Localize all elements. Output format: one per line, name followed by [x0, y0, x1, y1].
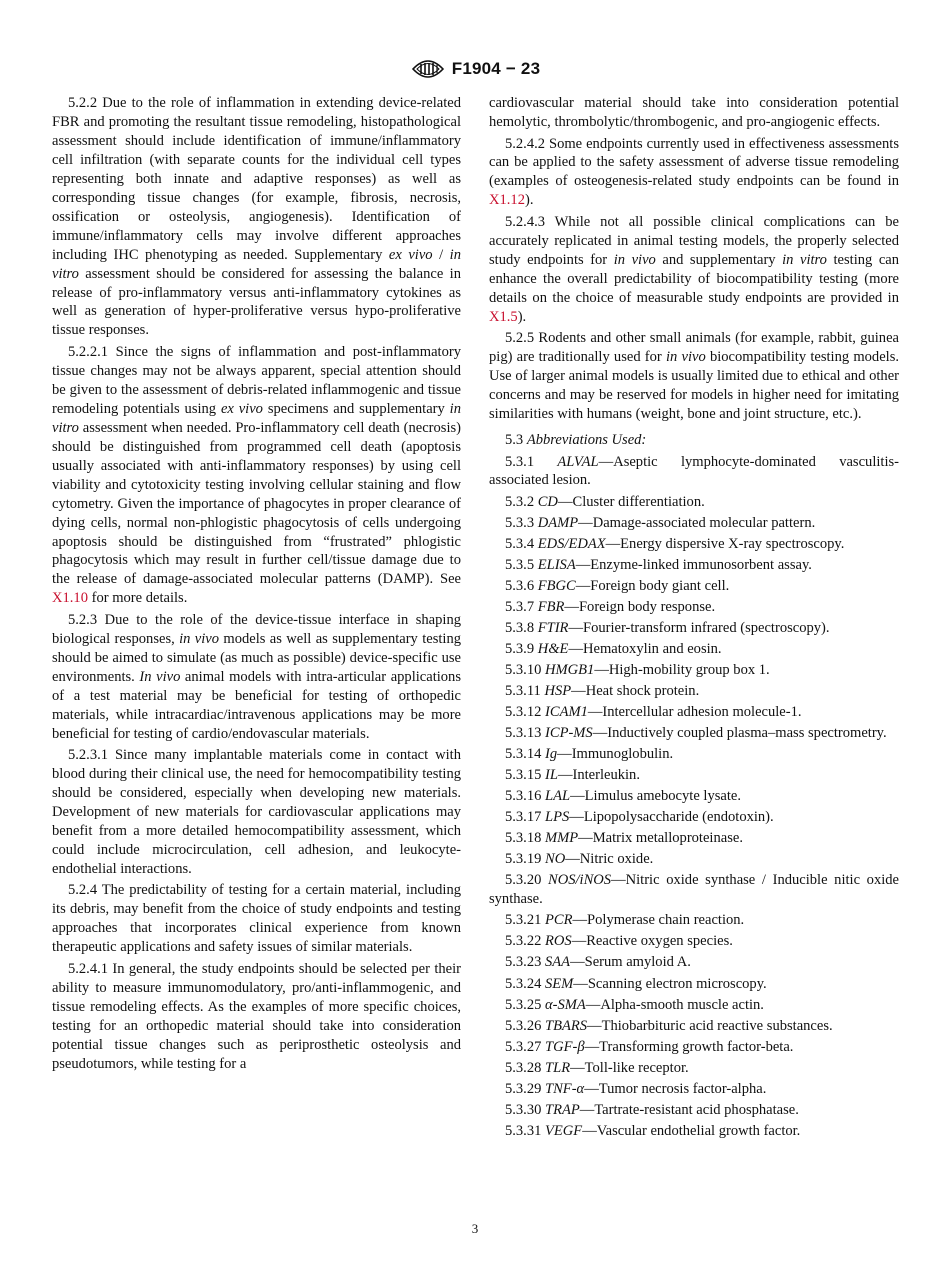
paragraph-5-2-5: 5.2.5 Rodents and other small animals (for example, rabbit, guinea pig) are traditionally used for in vivo biocompatibility testing models. Use of larger animal models is usually limited due to ethical and other concerns and may be reserved for models in higher need for imitating similarities with humans (weight, bone and joint structure, etc.). — [489, 330, 899, 423]
abbreviation-item — [489, 619, 899, 638]
abbreviation-number: 5.3.21 — [505, 912, 542, 929]
abbreviation-term: LPS — [545, 809, 570, 826]
abbreviation-term: HMGB1 — [545, 661, 595, 678]
abbreviation-number: 5.3.7 — [505, 598, 535, 615]
abbreviation-number: 5.3.1 — [505, 453, 535, 470]
abbreviation-item — [489, 556, 899, 575]
abbreviation-number: 5.3.26 — [505, 1017, 542, 1034]
abbreviation-term: ELISA — [537, 556, 576, 573]
abbreviation-number: 5.3.19 — [505, 851, 542, 868]
abbreviation-definition: —Nitric oxide. — [565, 851, 654, 868]
abbreviation-definition: —Toll-like receptor. — [570, 1059, 689, 1076]
abbreviation-item — [489, 453, 899, 491]
abbreviation-number: 5.3.9 — [505, 640, 535, 657]
abbreviation-item — [489, 535, 899, 554]
paragraph-5-2-4: 5.2.4 The predictability of testing for a certain material, including its debris, may benefit from the choice of study endpoints and testing approaches that incorporates clinical experience from known therapeutic applications and safety issues of similar materials. — [52, 882, 461, 956]
abbreviation-definition: —Nitric oxide synthase / Inducible nitic oxide synthase. — [489, 872, 899, 908]
paragraph-5-2-4-1: 5.2.4.1 In general, the study endpoints should be selected per their ability to measure immunomodulatory, pro/anti-inflammogenic, and tissue remodeling effects. As the examples of more specific choices, testing for an orthopedic material should take into consideration potential tissue changes such as periprosthetic osteolysis and pseudotumors, while testing for a — [52, 960, 461, 1072]
abbreviation-definition: —Matrix metalloproteinase. — [578, 830, 743, 847]
abbreviation-item — [489, 787, 899, 806]
abbreviation-definition: —Serum amyloid A. — [570, 954, 691, 971]
abbreviation-definition: —Polymerase chain reaction. — [572, 912, 745, 929]
abbreviation-number: 5.3.4 — [505, 535, 535, 552]
abbreviation-item — [489, 493, 899, 512]
abbreviation-term: TRAP — [545, 1101, 580, 1118]
abbreviation-item — [489, 932, 899, 951]
abbreviation-term: NOS/iNOS — [548, 872, 612, 889]
abbreviations-list — [489, 453, 899, 1141]
abbreviation-item — [489, 766, 899, 785]
abbreviation-term: DAMP — [537, 514, 579, 531]
abbreviation-definition: —Reactive oxygen species. — [571, 933, 733, 950]
astm-logo-icon — [410, 56, 446, 82]
abbreviation-definition: —Scanning electron microscopy. — [573, 975, 767, 992]
abbreviation-term: FBR — [537, 598, 565, 615]
abbreviation-number: 5.3.8 — [505, 619, 535, 636]
abbreviation-term: MMP — [545, 830, 579, 847]
abbreviation-term: FBGC — [537, 577, 576, 594]
abbreviation-item — [489, 1059, 899, 1078]
abbreviation-definition: —Enzyme-linked immunosorbent assay. — [575, 556, 812, 573]
abbreviation-number: 5.3.23 — [505, 954, 542, 971]
abbreviation-number: 5.3.2 — [505, 493, 535, 510]
abbreviation-definition: —Thiobarbituric acid reactive substances. — [587, 1017, 833, 1034]
abbreviation-definition: —Vascular endothelial growth factor. — [582, 1122, 801, 1139]
abbreviation-number: 5.3.22 — [505, 933, 542, 950]
abbreviation-term: PCR — [545, 912, 573, 929]
abbreviation-term: TNF-α — [545, 1080, 585, 1097]
abbreviation-definition: —Foreign body response. — [564, 598, 716, 615]
abbreviation-definition: —Transforming growth factor-beta. — [584, 1038, 794, 1055]
abbreviation-definition: —Limulus amebocyte lysate. — [570, 788, 741, 805]
paragraph-5-2-3: 5.2.3 Due to the role of the device-tissue interface in shaping biological responses, in vivo models as well as supplementary testing should be aimed to simulate (as much as possible) device-specific use environments. In vivo animal models with intra-articular applications of a test material may be beneficial for testing of orthopedic materials, while intracardiac/intravenous applications may be more beneficial for testing of cardio/endovascular materials. — [52, 611, 461, 742]
paragraph-5-2-4-1-continued: cardiovascular material should take into consideration potential hemolytic, thrombolytic/thrombogenic, and pro-angiogenic effects. — [489, 95, 899, 130]
abbreviation-number: 5.3.14 — [505, 746, 542, 763]
abbreviation-term: ICP-MS — [545, 725, 593, 742]
abbreviation-term: Ig — [545, 746, 558, 763]
abbreviation-item — [489, 1080, 899, 1099]
abbreviation-number: 5.3.13 — [505, 725, 542, 742]
paragraph-5-2-3-1: 5.2.3.1 Since many implantable materials come in contact with blood during their clinical use, the need for hemocompatibility testing should be considered, especially when developing new materials. Development of new materials for cardiovascular applications may benefit from a more detailed hemocompatibility assessment, which could include microcirculation, cell adhesion, and leukocyte-endothelial interactions. — [52, 747, 461, 877]
abbreviation-item — [489, 514, 899, 533]
abbreviation-number: 5.3.18 — [505, 830, 542, 847]
abbreviation-item — [489, 703, 899, 722]
abbreviation-definition: —Inductively coupled plasma–mass spectrometry. — [592, 725, 887, 742]
abbreviation-term: VEGF — [545, 1122, 583, 1139]
abbreviation-number: 5.3.27 — [505, 1038, 542, 1055]
abbreviation-item — [489, 975, 899, 994]
abbreviation-number: 5.3.24 — [505, 975, 542, 992]
right-column — [489, 94, 899, 1143]
abbreviation-term: HSP — [544, 682, 572, 699]
abbreviation-definition: —High-mobility group box 1. — [594, 661, 770, 678]
abbreviation-definition: —Heat shock protein. — [571, 682, 700, 699]
xref-link-x1-5[interactable]: X1.5 — [489, 308, 518, 325]
abbreviation-number: 5.3.5 — [505, 556, 535, 573]
abbreviation-item — [489, 745, 899, 764]
abbreviation-item — [489, 1038, 899, 1057]
abbreviation-definition: —Fourier-transform infrared (spectroscopy). — [568, 619, 830, 636]
abbreviation-number: 5.3.12 — [505, 704, 542, 720]
abbreviation-definition: —Alpha-smooth muscle actin. — [585, 996, 764, 1013]
abbreviation-term: SEM — [545, 975, 574, 992]
abbreviation-item — [489, 850, 899, 869]
abbreviation-item — [489, 661, 899, 680]
abbreviation-number: 5.3.31 — [505, 1122, 542, 1139]
xref-link-x1-10[interactable]: X1.10 — [52, 590, 88, 607]
abbreviation-definition: —Hematoxylin and eosin. — [568, 640, 722, 657]
abbreviation-term: α-SMA — [545, 996, 586, 1013]
abbreviation-number: 5.3.29 — [505, 1080, 542, 1097]
abbreviation-definition: —Intercellular adhesion molecule-1. — [587, 704, 802, 720]
abbreviation-definition: —Cluster differentiation. — [557, 493, 705, 510]
abbreviation-number: 5.3.16 — [505, 788, 542, 805]
abbreviation-term: ALVAL — [557, 453, 599, 470]
abbreviation-number: 5.3.6 — [505, 577, 535, 594]
abbreviation-definition: —Aseptic lymphocyte-dominated vasculitis-associated lesion. — [489, 453, 899, 489]
abbreviation-item — [489, 1101, 899, 1120]
left-column — [52, 94, 461, 1076]
abbreviation-number: 5.3.15 — [505, 767, 542, 784]
paragraph-5-2-2: 5.2.2 Due to the role of inflammation in extending device-related FBR and promoting the resultant tissue remodeling, histopathological assessment should include identification of immune/inflammatory cell infiltration (with separate counts for the individual cell types representing both innate and adaptive responses) as well as corresponding tissue changes (for example, fibrosis, necrosis, ossification or osteolysis, angiogenesis). Identification of immune/inflammatory cells may involve different approaches including IHC phenotyping as needed. Supplementary ex vivo / in vitro assessment should be considered for assessing the balance in release of pro-inflammatory versus anti-inflammatory cytokines as well as generation of hyper-proliferative versus hypo-proliferative tissue responses. — [52, 95, 461, 339]
paragraph-5-2-2-1: 5.2.2.1 Since the signs of inflammation and post-inflammatory tissue changes may not be always apparent, special attention should be given to the assessment of debris-related inflammogenic and tissue remodeling potentials using ex vivo specimens and supplementary in vitro assessment when needed. Pro-inflammatory cell death (necrosis) should be distinguished from programmed cell death (apoptosis usually associated with anti-inflammatory responses) by using cell viability and cytotoxicity testing involving cellular staining and flow cytometry. Given the importance of phagocytes in proper clearance of dying cells, normal non-phlogistic phagocytosis of cells undergoing apoptosis should be distinguished from “frustrated” phlogistic phagocytosis which may result in further cell/tissue damage due to the release of damage-associated molecular patterns (DAMP). See X1.10 for more details. — [52, 343, 461, 607]
abbreviation-number: 5.3.10 — [505, 661, 542, 678]
abbreviation-number: 5.3.25 — [505, 996, 542, 1013]
abbreviation-item — [489, 682, 899, 701]
xref-link-x1-12[interactable]: X1.12 — [489, 192, 525, 209]
abbreviation-definition: —Lipopolysaccharide (endotoxin). — [569, 809, 774, 826]
abbreviation-item — [489, 640, 899, 659]
abbreviation-number: 5.3.30 — [505, 1101, 542, 1118]
abbreviation-definition: —Interleukin. — [557, 767, 640, 784]
abbreviation-number: 5.3.28 — [505, 1059, 542, 1076]
abbreviation-item — [489, 808, 899, 827]
abbreviation-item — [489, 577, 899, 596]
abbreviation-item — [489, 871, 899, 909]
abbreviation-item — [489, 911, 899, 930]
abbreviation-term: H&E — [537, 640, 569, 657]
abbreviation-definition: —Tumor necrosis factor-alpha. — [584, 1080, 767, 1097]
abbreviation-item — [489, 598, 899, 617]
abbreviation-definition: —Damage-associated molecular pattern. — [578, 514, 816, 531]
abbreviation-item — [489, 996, 899, 1015]
abbreviation-term: TBARS — [545, 1017, 588, 1034]
abbreviation-term: CD — [537, 493, 558, 510]
abbreviation-term: LAL — [545, 788, 571, 805]
abbreviation-item — [489, 829, 899, 848]
abbreviation-term: NO — [545, 851, 566, 868]
page-number: 3 — [471, 1221, 479, 1236]
paragraph-5-2-4-3: 5.2.4.3 While not all possible clinical complications can be accurately replicated in animal testing models, the properly selected study endpoints for in vivo and supplementary in vitro testing can enhance the overall predictability of biocompatibility testing (more details on the choice of measurable study endpoints are provided in X1.5). — [489, 213, 900, 325]
abbreviation-term: TLR — [545, 1059, 571, 1076]
paragraph-5-2-4-2: 5.2.4.2 Some endpoints currently used in effectiveness assessments can be applied to the safety assessment of adverse tissue remodeling (examples of osteogenesis-related study endpoints can be found in X1.12). — [489, 135, 899, 209]
abbreviation-term: ROS — [545, 933, 572, 950]
abbreviation-item — [489, 1122, 899, 1141]
abbreviation-term: ICAM1 — [545, 704, 588, 720]
abbreviation-term: IL — [545, 767, 558, 784]
abbreviation-item — [489, 1017, 899, 1036]
abbreviation-term: FTIR — [537, 619, 569, 636]
abbreviation-definition: —Foreign body giant cell. — [575, 577, 730, 594]
abbreviation-term: SAA — [545, 954, 571, 971]
abbreviation-number: 5.3.17 — [505, 809, 542, 826]
abbreviation-term: TGF-β — [545, 1038, 585, 1055]
abbreviations-heading: 5.3 Abbreviations Used: — [505, 431, 647, 448]
abbreviation-item — [489, 953, 899, 972]
page-header — [0, 56, 950, 82]
abbreviation-number: 5.3.20 — [505, 872, 542, 889]
abbreviation-definition: —Tartrate-resistant acid phosphatase. — [579, 1101, 799, 1118]
document-designation: F1904 − 23 — [451, 59, 541, 78]
abbreviation-definition: —Immunoglobulin. — [557, 746, 674, 763]
abbreviation-number: 5.3.3 — [505, 514, 535, 531]
abbreviation-item — [489, 724, 899, 743]
abbreviation-definition: —Energy dispersive X-ray spectroscopy. — [605, 535, 845, 552]
abbreviation-number: 5.3.11 — [505, 682, 541, 699]
abbreviation-term: EDS/EDAX — [537, 535, 606, 552]
